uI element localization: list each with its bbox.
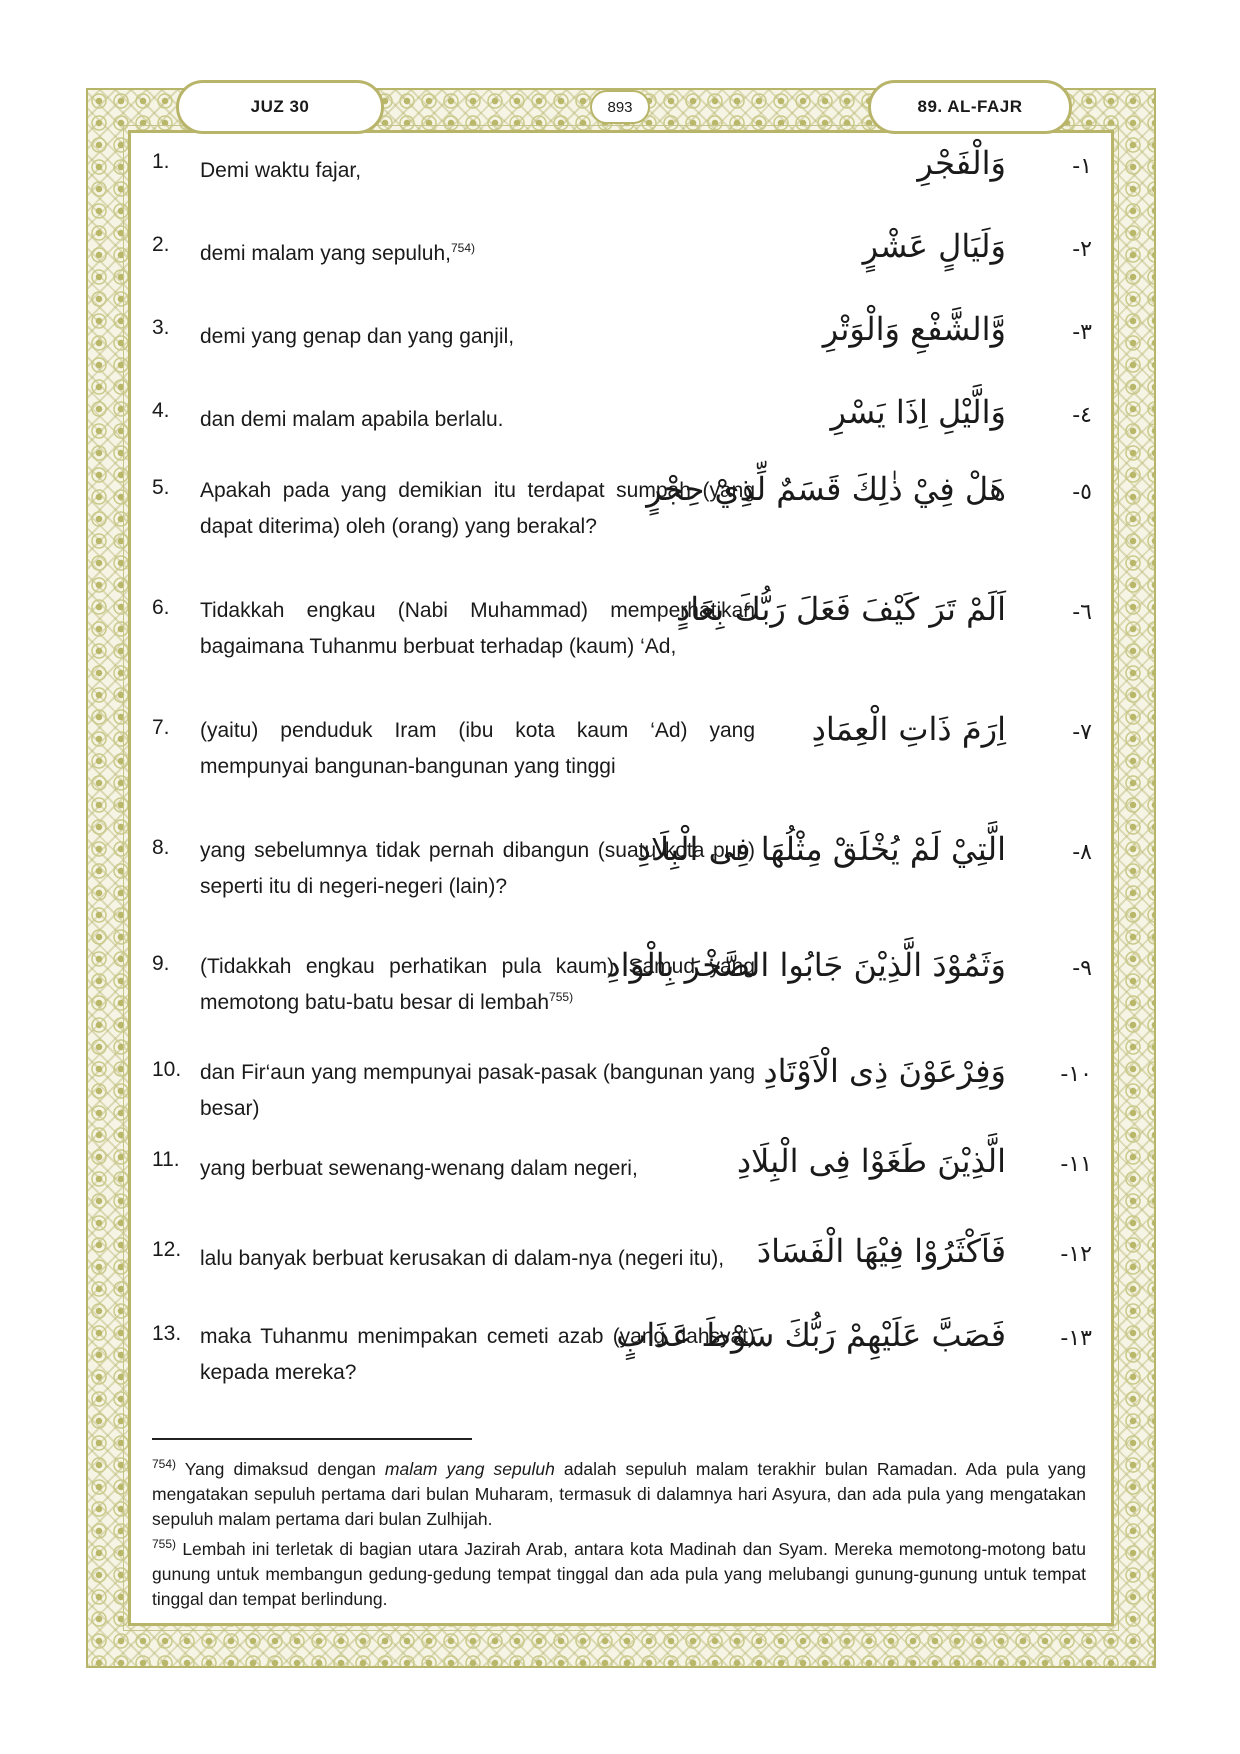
verse-arabic: وَالَّيْلِ اِذَا يَسْرِ [830, 393, 1006, 431]
verse-number: 11. [152, 1148, 180, 1171]
verse-arabic: الَّتِيْ لَمْ يُخْلَقْ مِثْلُهَا فِى الْبِلَادِ [636, 830, 1006, 868]
footnote: $^{754)}$ Yang dimaksud dengan malam yang sepuluh adalah sepuluh malam terakhir bulan Ramadan. Ada pula yang mengatakan sepuluh pertama dari bulan Muharam, termasuk di dalamnya hari Asyura, dan ada pula yang mengatakan sepuluh malam pertama dari bulan Zulhijah. [152, 1457, 1087, 1529]
verse-arabic: فَاَكْثَرُوْا فِيْهَا الْفَسَادَ [756, 1232, 1006, 1270]
verse-arabic-number: ٦- [1072, 600, 1092, 625]
verse-number: 2. [152, 233, 170, 256]
verse-number: 1. [152, 150, 170, 173]
verse-translation: Tidakkah engkau (Nabi Muhammad) memperhatikan bagaimana Tuhanmu berbuat terhadap (kaum) ‘Ad, [200, 599, 755, 658]
verse-arabic-number: ٨- [1072, 840, 1092, 865]
verse-arabic-number: ١٠- [1060, 1062, 1092, 1087]
verse-number: 12. [152, 1238, 182, 1261]
verse-translation: Apakah pada yang demikian itu terdapat sumpah (yang dapat diterima) oleh (orang) yang berakal? [200, 479, 755, 538]
verse-translation: (Tidakkah engkau perhatikan pula kaum) Samud yang memotong batu-batu besar di lembah$^{755)}$ [200, 955, 755, 1014]
verse-arabic-number: ١٢- [1060, 1242, 1092, 1267]
verse-number: 5. [152, 476, 170, 499]
verse-arabic-number: ٥- [1072, 480, 1092, 505]
verse-arabic: اَلَمْ تَرَ كَيْفَ فَعَلَ رَبُّكَ بِعَادٍ [675, 590, 1006, 628]
verse-arabic-number: ٧- [1072, 720, 1092, 745]
verse-translation: demi yang genap dan yang ganjil, [200, 325, 515, 348]
verse-number: 9. [152, 952, 170, 975]
verse-arabic-number: ٩- [1072, 956, 1092, 981]
verse-number: 13. [152, 1322, 182, 1345]
verse-translation: dan Fir‘aun yang mempunyai pasak-pasak (bangunan yang besar) [200, 1061, 755, 1120]
verse-arabic-number: ١٣- [1060, 1326, 1092, 1351]
verse-arabic: وَّالشَّفْعِ وَالْوَتْرِ [822, 310, 1006, 348]
verse-arabic: اِرَمَ ذَاتِ الْعِمَادِ [811, 710, 1006, 748]
footnote-ref: 754) [450, 241, 475, 255]
footnote: $^{755)}$ Lembah ini terletak di bagian utara Jazirah Arab, antara kota Madinah dan Syam. Mereka memotong-motong batu gunung untuk membangun gedung-gedung tempat tinggal dan ada pula yang melubangi gunung-gunung untuk tempat tinggal dan tempat berlindung. [152, 1537, 1086, 1609]
verse-arabic: وَلَيَالٍ عَشْرٍ [862, 227, 1006, 265]
verse-arabic-number: ٤- [1072, 403, 1092, 428]
verse-arabic: وَفِرْعَوْنَ ذِى الْاَوْتَادِ [763, 1052, 1006, 1090]
verse-translation: (yaitu) penduduk Iram (ibu kota kaum ‘Ad) yang mempunyai bangunan-bangunan yang tinggi [200, 719, 755, 778]
footnote-mark: 755) [152, 1537, 177, 1551]
verse-arabic: الَّذِيْنَ طَغَوْا فِى الْبِلَادِ [736, 1142, 1006, 1180]
page-number: 893 [590, 90, 650, 124]
verse-arabic-number: ٢- [1072, 237, 1092, 262]
footnote-divider [152, 1438, 472, 1440]
verse-number: 8. [152, 836, 170, 859]
verse-translation: demi malam yang sepuluh,$^{754)}$ [200, 241, 475, 265]
verse-arabic-number: ٣- [1072, 320, 1092, 345]
verse-arabic: هَلْ فِيْ ذٰلِكَ قَسَمٌ لِّذِيْ حِجْرٍ [646, 470, 1006, 508]
verse-translation: dan demi malam apabila berlalu. [200, 408, 504, 431]
verse-translation: yang sebelumnya tidak pernah dibangun (suatu kota pun) seperti itu di negeri-negeri (lain)? [200, 839, 755, 898]
juz-label: JUZ 30 [176, 80, 384, 134]
footnote-ref: 755) [549, 990, 574, 1004]
verse-number: 7. [152, 716, 170, 739]
verse-translation: lalu banyak berbuat kerusakan di dalam-nya (negeri itu), [200, 1247, 725, 1270]
verse-translation: yang berbuat sewenang-wenang dalam negeri, [200, 1157, 638, 1180]
verse-arabic: فَصَبَّ عَلَيْهِمْ رَبُّكَ سَوْطَ عَذَابٍ [616, 1316, 1006, 1354]
footnote-mark: 754) [152, 1457, 177, 1471]
verse-translation: Demi waktu fajar, [200, 159, 362, 182]
verse-arabic: وَالْفَجْرِ [917, 144, 1006, 182]
surah-title: 89. AL-FAJR [868, 80, 1072, 134]
verse-arabic: وَثَمُوْدَ الَّذِيْنَ جَابُوا الصَّخْرَ بِالْوَادِ [606, 946, 1006, 984]
verse-number: 6. [152, 596, 170, 619]
verse-translation: maka Tuhanmu menimpakan cemeti azab (yang dahsyat) kepada mereka? [200, 1325, 755, 1384]
verse-number: 10. [152, 1058, 182, 1081]
verse-arabic-number: ١- [1072, 154, 1092, 179]
verse-arabic-number: ١١- [1060, 1152, 1092, 1177]
verse-number: 3. [152, 316, 170, 339]
verse-number: 4. [152, 399, 170, 422]
